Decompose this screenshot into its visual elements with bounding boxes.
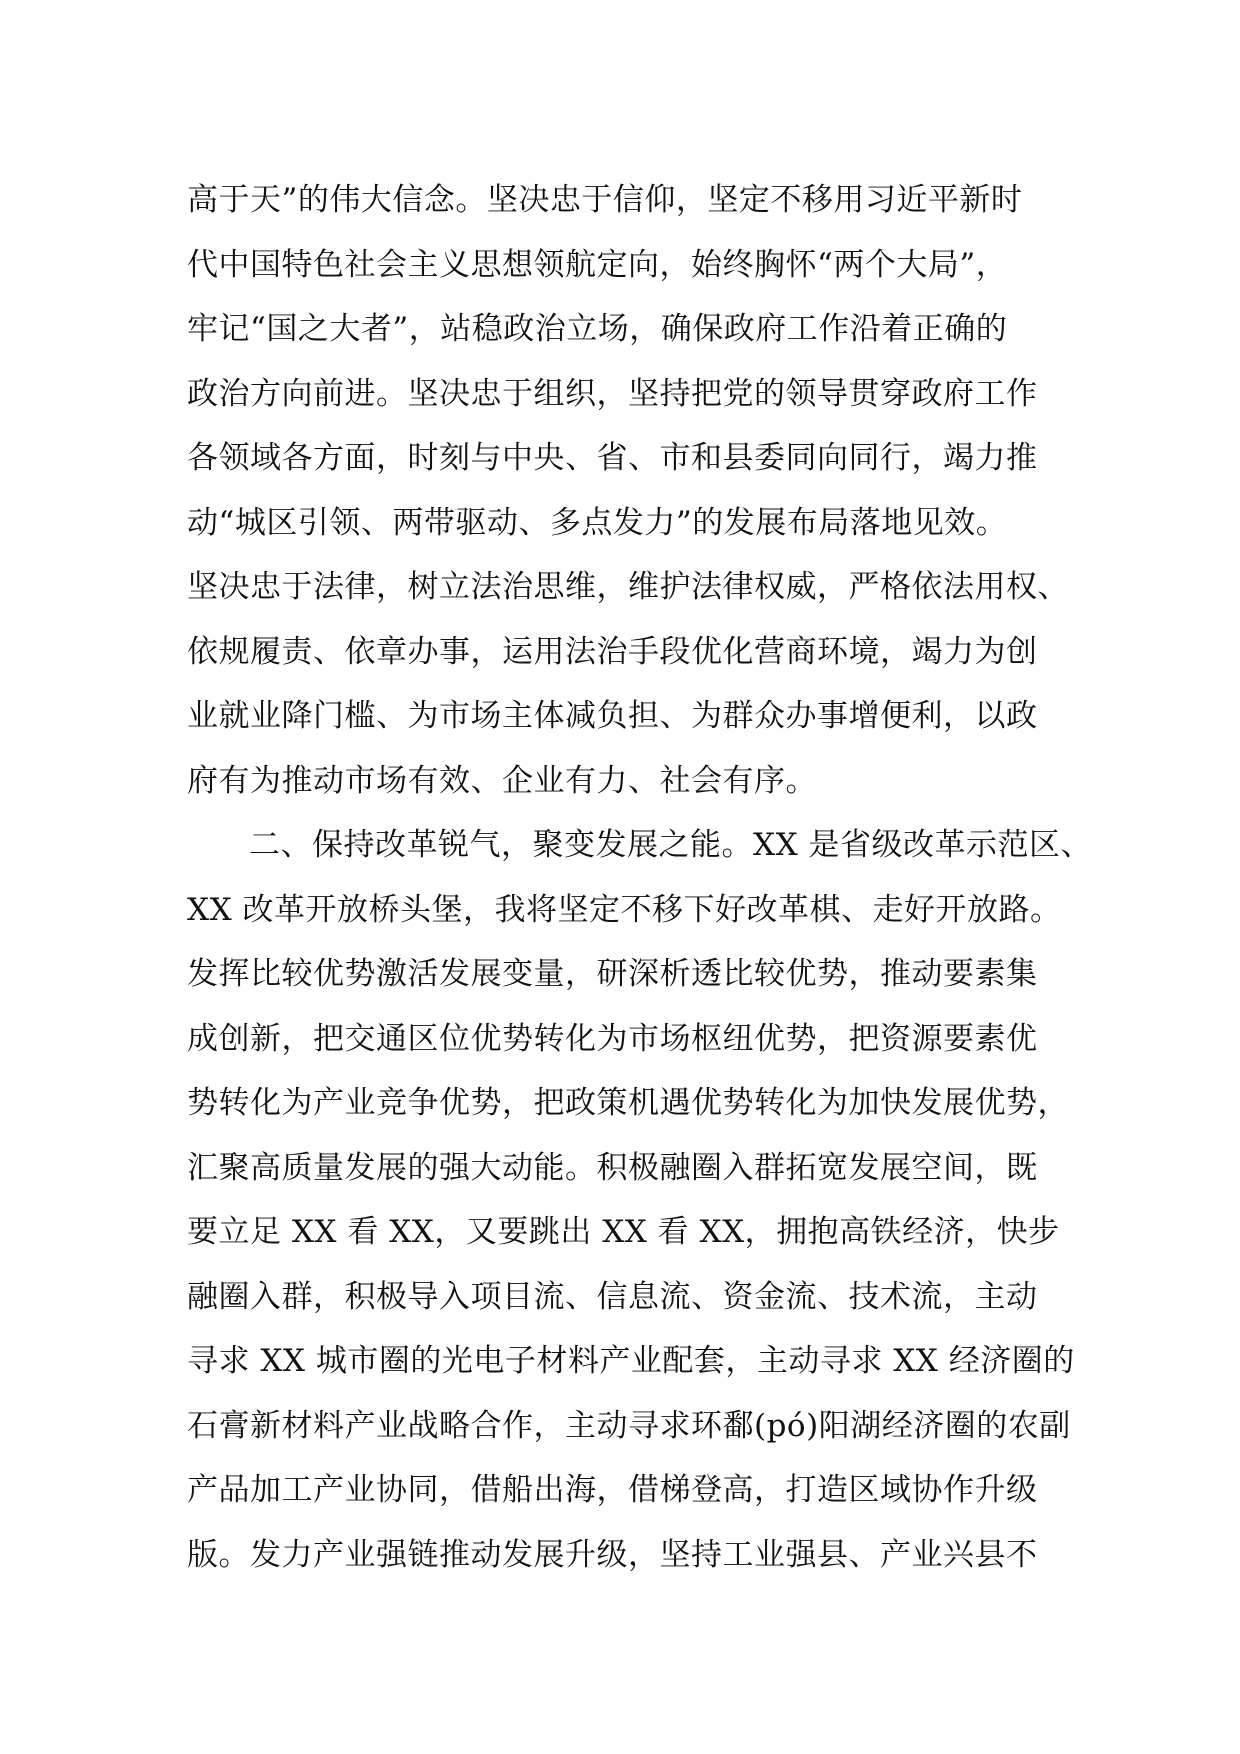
text-line: 坚决忠于法律，树立法治思维，维护法律权威，严格依法用权、: [187, 569, 1069, 605]
text-line: 动“城区引领、两带驱动、多点发力”的发展布局落地见效。: [187, 504, 1008, 541]
text-line: XX 改革开放桥头堡，我将坚定不移下好改革棋、走好开放路。: [187, 891, 1062, 928]
text-line: 政治方向前进。坚决忠于组织，坚持把党的领导贯穿政府工作: [187, 375, 1038, 412]
text-line: 发挥比较优势激活发展变量，研深析透比较优势，推动要素集: [187, 956, 1038, 992]
text-line: 成创新，把交通区位优势转化为市场枢纽优势，把资源要素优: [187, 1020, 1038, 1057]
text-line: 依规履责、依章办事，运用法治手段优化营商环境，竭力为创: [187, 633, 1038, 670]
text-line: 势转化为产业竞争优势，把政策机遇优势转化为加快发展优势，: [187, 1085, 1069, 1121]
text-line: 代中国特色社会主义思想领航定向，始终胸怀“两个大局”，: [187, 246, 1008, 283]
text-line: 石膏新材料产业战略合作，主动寻求环鄱(pó)阳湖经济圈的农副: [187, 1407, 1071, 1444]
body-text: [187, 168, 1092, 1587]
text-line: 府有为推动市场有效、企业有力、社会有序。: [187, 762, 817, 799]
text-line: 高于天”的伟大信念。坚决忠于信仰，坚定不移用习近平新时: [187, 182, 1023, 218]
text-line: 融圈入群，积极导入项目流、信息流、资金流、技术流，主动: [187, 1278, 1038, 1315]
text-line: 寻求 XX 城市圈的光电子材料产业配套，主动寻求 XX 经济圈的: [187, 1343, 1075, 1379]
text-line: 要立足 XX 看 XX，又要跳出 XX 看 XX，拥抱高铁经济，快步: [187, 1214, 1060, 1250]
section-heading-line: 二、保持改革锐气，聚变发展之能。XX 是省级改革示范区、: [249, 827, 1092, 863]
text-line: 产品加工产业协同，借船出海，借梯登高，打造区域协作升级: [187, 1472, 1038, 1508]
text-line: 汇聚高质量发展的强大动能。积极融圈入群拓宽发展空间，既: [187, 1149, 1038, 1186]
text-line: 业就业降门槛、为市场主体减负担、为群众办事增便利，以政: [187, 698, 1038, 734]
text-line: 各领域各方面，时刻与中央、省、市和县委同向同行，竭力推: [187, 440, 1038, 476]
text-line: 版。发力产业强链推动发展升级，坚持工业强县、产业兴县不: [187, 1536, 1038, 1573]
text-line: 牢记“国之大者”，站稳政治立场，确保政府工作沿着正确的: [187, 311, 1008, 347]
